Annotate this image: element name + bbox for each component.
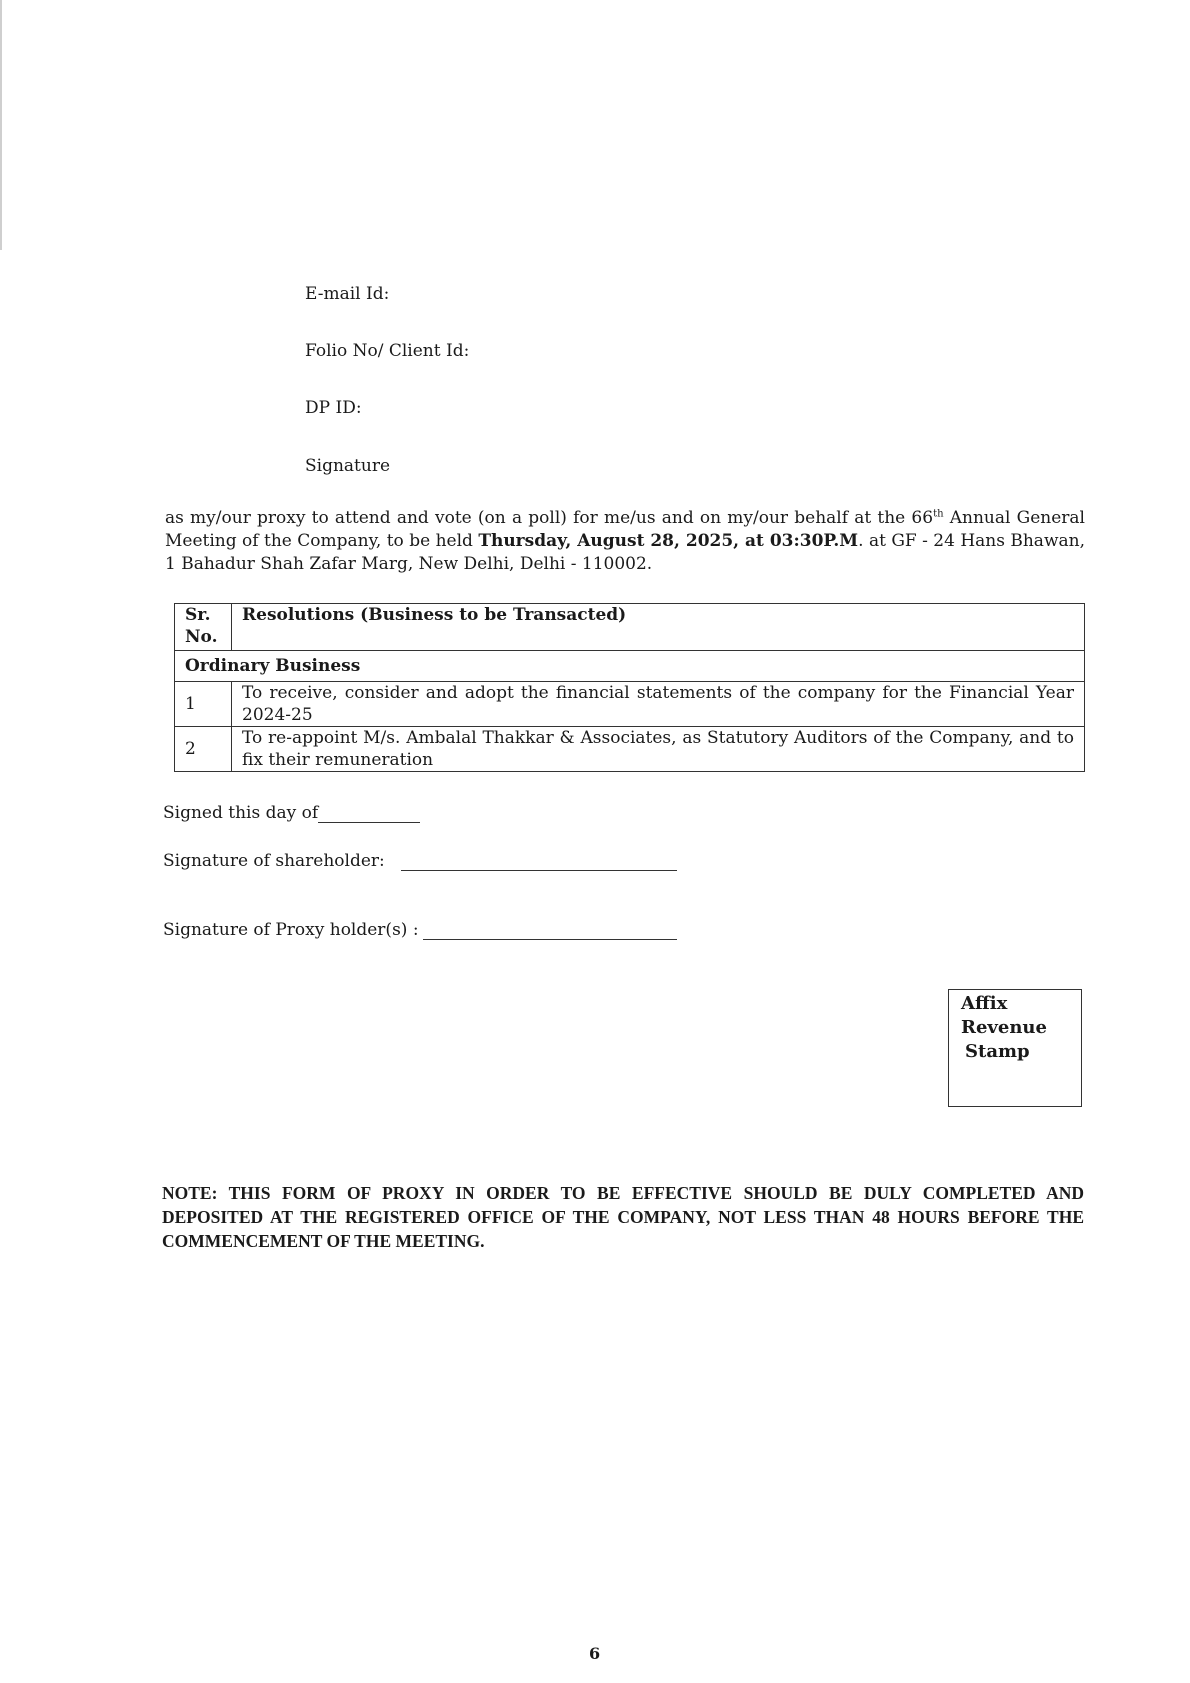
section-row — [175, 651, 1085, 682]
stamp-line-stamp: Stamp — [965, 1041, 1030, 1062]
ordinal-suffix: th — [933, 508, 944, 520]
resolutions-table — [174, 603, 1085, 772]
resolution-number: 1 — [175, 682, 232, 727]
header-resolutions: Resolutions (Business to be Transacted) — [232, 604, 1085, 651]
table-row — [175, 682, 1085, 727]
table-row — [175, 727, 1085, 772]
scan-edge-line — [0, 0, 2, 250]
proxy-text-part1: as my/our proxy to attend and vote (on a poll) for me/us and on my/our behalf at the 66 — [165, 508, 934, 528]
signature-label: Signature — [305, 456, 391, 476]
proxy-text-part3: . at GF - 24 Hans Bhawan, 1 Bahadur Shah Zafar Marg, New Delhi, Delhi - 110002. — [165, 531, 1085, 574]
shareholder-signature-line — [163, 851, 677, 871]
stamp-line-revenue: Revenue — [961, 1017, 1047, 1038]
resolution-number: 2 — [175, 727, 232, 772]
email-id-label: E-mail Id: — [305, 284, 390, 304]
stamp-line-affix: Affix — [961, 993, 1008, 1014]
resolution-text: To re-appoint M/s. Ambalal Thakkar & Associates, as Statutory Auditors of the Company, and to fix their remuneration — [232, 727, 1085, 772]
folio-client-id-label: Folio No/ Client Id: — [305, 341, 470, 361]
revenue-stamp-box — [948, 989, 1082, 1107]
proxy-appointment-paragraph — [165, 507, 1085, 576]
proxy-signature-blank[interactable] — [423, 921, 677, 940]
proxy-signature-line — [163, 920, 677, 940]
signed-day-label: Signed this day of — [163, 803, 319, 823]
signed-day-blank[interactable] — [318, 804, 420, 823]
proxy-signature-label: Signature of Proxy holder(s) : — [163, 920, 419, 940]
proxy-form-note: NOTE: THIS FORM OF PROXY IN ORDER TO BE EFFECTIVE SHOULD BE DULY COMPLETED AND DEPOSITED AT THE REGISTERED OFFICE OF THE COMPANY, NOT LESS THAN 48 HOURS BEFORE THE COMMENCEMENT OF THE MEETING. — [162, 1183, 1084, 1251]
section-ordinary-business: Ordinary Business — [175, 651, 1085, 682]
proxy-text-part2: Annual General Meeting of the Company, to be held — [165, 508, 1085, 551]
shareholder-signature-label: Signature of shareholder: — [163, 851, 385, 871]
header-sr-no: Sr. No. — [175, 604, 232, 651]
resolution-text: To receive, consider and adopt the financial statements of the company for the Financial Year 2024-25 — [232, 682, 1085, 727]
shareholder-signature-blank[interactable] — [401, 852, 677, 871]
table-header-row — [175, 604, 1085, 651]
signed-day-line — [163, 803, 420, 823]
page-number: 6 — [589, 1644, 601, 1663]
meeting-date-time: Thursday, August 28, 2025, at 03:30P.M — [478, 531, 859, 551]
dp-id-label: DP ID: — [305, 398, 362, 418]
